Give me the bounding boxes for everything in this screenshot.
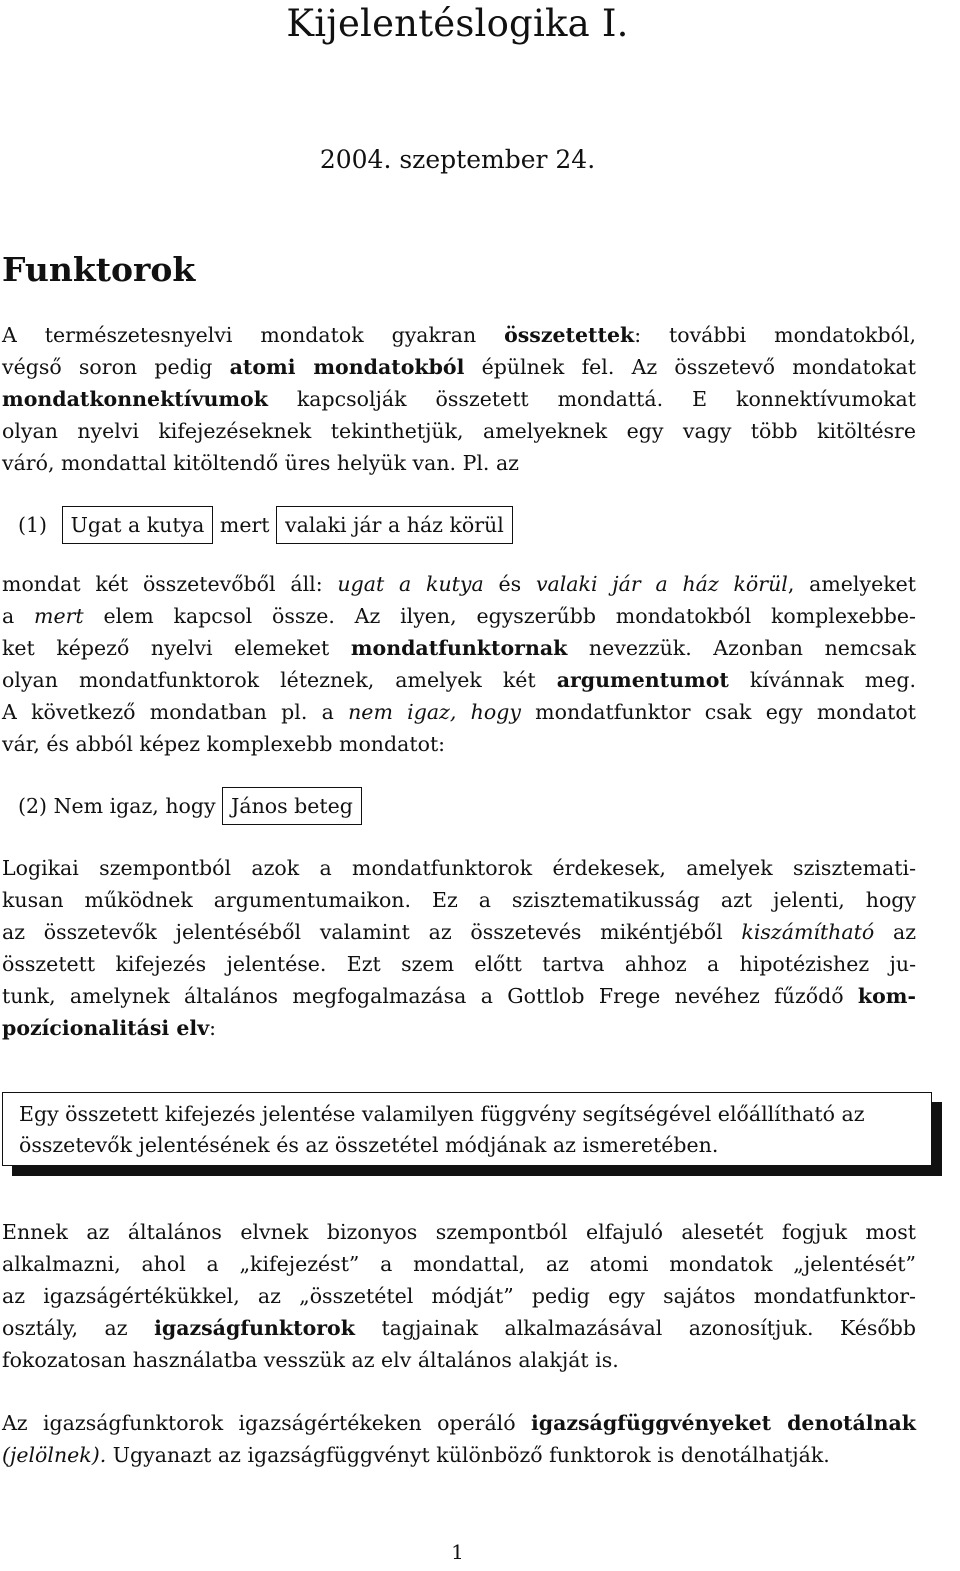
- text-line: fokozatosan használatba vesszük az elv általános alakját is.: [2, 1348, 619, 1372]
- text-line: az igazságértékükkel, az „összetétel módját” pedig egy sajátos mondatfunktor-: [2, 1284, 916, 1308]
- text-line: az összetevők jelentéséből valamint az összetevés mikéntjéből kiszámítható az: [2, 920, 916, 944]
- text-line: olyan mondatfunktorok léteznek, amelyek két argumentumot kívánnak meg.: [2, 668, 916, 692]
- text-line: (jelölnek). Ugyanazt az igazságfüggvényt különböző funktorok is denotálhatják.: [2, 1443, 830, 1467]
- text-line: alkalmazni, ahol a „kifejezést” a mondattal, az atomi mondatok „jelentését”: [2, 1252, 916, 1276]
- paragraph-functors: [2, 568, 916, 760]
- connective: mert: [219, 513, 270, 537]
- paragraph-compositionality: [2, 852, 916, 1044]
- paragraph-denotation: [2, 1407, 916, 1471]
- text-line: kusan működnek argumentumaikon. Ez a szisztematikusság azt jelenti, hogy: [2, 888, 916, 912]
- text-line: Logikai szempontból azok a mondatfunktorok érdekesek, amelyek szisztemati-: [2, 856, 916, 880]
- paragraph-intro: [2, 319, 916, 479]
- example-1: [18, 506, 513, 546]
- example-number: (2): [18, 794, 48, 818]
- text-line: Ennek az általános elvnek bizonyos szempontból elfajuló alesetét fogjuk most: [2, 1220, 916, 1244]
- principle-line: összetevők jelentésének és az összetétel módjának az ismeretében.: [19, 1133, 719, 1157]
- text-line: osztály, az igazságfunktorok tagjainak alkalmazásával azonosítjuk. Később: [2, 1316, 916, 1340]
- boxed-clause: Ugat a kutya: [62, 506, 214, 544]
- text-line: olyan nyelvi kifejezéseknek tekinthetjük, amelyeknek egy vagy több kitöltésre: [2, 419, 916, 443]
- paragraph-truth-functors: [2, 1216, 916, 1376]
- text-line: pozícionalitási elv:: [2, 1016, 217, 1040]
- page-number: 1: [451, 1540, 464, 1564]
- example-2: [18, 787, 362, 827]
- text-line: összetett kifejezés jelentése. Ezt szem előtt tartva ahhoz a hipotézishez ju-: [2, 952, 916, 976]
- text-line: tunk, amelynek általános megfogalmazása a Gottlob Frege nevéhez fűződő kom-: [2, 984, 916, 1008]
- example-number: (1): [18, 513, 48, 537]
- example-prefix: Nem igaz, hogy: [53, 794, 216, 818]
- principle-line: Egy összetett kifejezés jelentése valamilyen függvény segítségével előállítható az: [19, 1102, 865, 1126]
- text-line: ket képező nyelvi elemeket mondatfunktornak nevezzük. Azonban nemcsak: [2, 636, 916, 660]
- text-line: végső soron pedig atomi mondatokból épülnek fel. Az összetevő mondatokat: [2, 355, 916, 379]
- text-line: Az igazságfunktorok igazságértékeken operáló igazságfüggvényeket denotálnak: [2, 1411, 916, 1435]
- text-line: A természetesnyelvi mondatok gyakran összetettek: további mondatokból,: [2, 323, 916, 347]
- document-title: Kijelentéslogika I.: [286, 2, 629, 45]
- boxed-clause: valaki jár a ház körül: [276, 506, 513, 544]
- section-heading: Funktorok: [2, 250, 196, 289]
- text-line: váró, mondattal kitöltendő üres helyük van. Pl. az: [2, 451, 519, 475]
- text-line: A következő mondatban pl. a nem igaz, hogy mondatfunktor csak egy mondatot: [2, 700, 916, 724]
- text-line: mondat két összetevőből áll: ugat a kutya és valaki jár a ház körül, amelyeket: [2, 572, 916, 596]
- document-date: 2004. szeptember 24.: [319, 145, 596, 174]
- text-line: a mert elem kapcsol össze. Az ilyen, egyszerűbb mondatokból komplexebbe-: [2, 604, 916, 628]
- principle-box: [2, 1092, 932, 1166]
- text-line: vár, és abból képez komplexebb mondatot:: [2, 732, 446, 756]
- boxed-clause: János beteg: [222, 787, 362, 825]
- text-line: mondatkonnektívumok kapcsolják összetett mondattá. E konnektívumokat: [2, 387, 916, 411]
